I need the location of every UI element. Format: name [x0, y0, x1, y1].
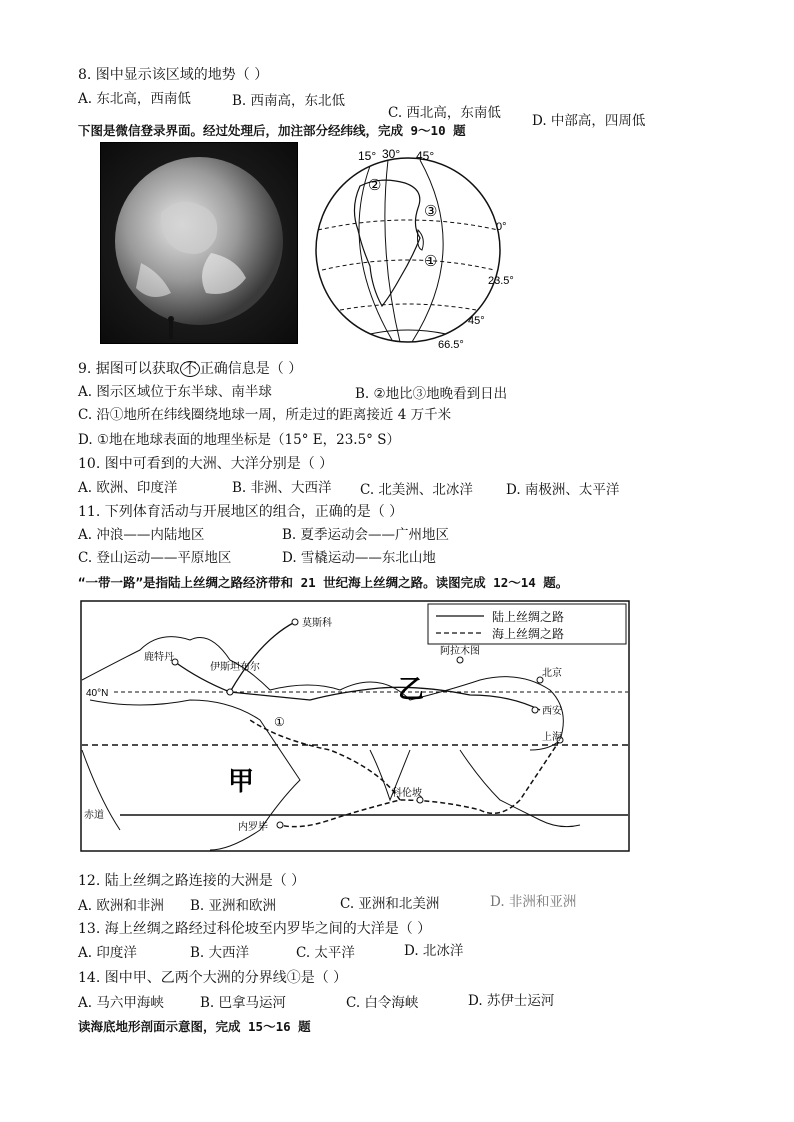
globe-label-lon45: 45°	[416, 149, 435, 163]
q14-option-c: C. 白令海峡	[346, 995, 419, 1011]
silk-road-map	[80, 600, 630, 852]
q8-stem: 8. 图中显示该区域的地势（ ）	[78, 67, 269, 83]
city-istanbul: 伊斯坦布尔	[210, 662, 260, 673]
city-rotterdam: 鹿特丹	[144, 652, 174, 663]
q11-option-c: C. 登山运动——平原地区	[78, 550, 232, 566]
q13-stem: 13. 海上丝绸之路经过科伦坡至内罗毕之间的大洋是（ ）	[78, 921, 432, 937]
q9-option-b: B. ②地比③地晚看到日出	[355, 386, 508, 402]
q10-option-d: D. 南极洲、太平洋	[506, 482, 620, 498]
legend-sea-route: 海上丝绸之路	[492, 627, 565, 641]
earth-photo-graphic	[101, 143, 297, 343]
q12-option-a: A. 欧洲和非洲	[78, 898, 164, 914]
q9-stem	[78, 360, 302, 378]
q12-option-d: D. 非洲和亚洲	[490, 894, 577, 910]
intro-9-10: 下图是微信登录界面。经过处理后，加注部分经纬线，完成 9～10 题	[78, 123, 466, 138]
q9-stem-prefix: 9. 据图可以获取	[78, 361, 180, 377]
map-equator-label: 赤道	[84, 810, 104, 821]
q12-option-b: B. 亚洲和欧洲	[190, 898, 277, 914]
legend-land-route: 陆上丝绸之路	[492, 610, 565, 624]
q12-stem: 12. 陆上丝绸之路连接的大洲是（ ）	[78, 873, 306, 889]
city-almaty: 阿拉木图	[440, 646, 480, 657]
q9-option-a: A. 图示区域位于东半球、南半球	[78, 384, 272, 400]
continent-yi: 乙	[398, 675, 425, 705]
q10-option-c: C. 北美洲、北冰洋	[360, 482, 473, 498]
q8-option-d: D. 中部高，四周低	[532, 113, 646, 129]
map-lat-40: 40°N	[86, 688, 109, 699]
q11-option-b: B. 夏季运动会——广州地区	[282, 527, 450, 543]
q11-stem: 11. 下列体育活动与开展地区的组合，正确的是（ ）	[78, 504, 404, 520]
q14-option-d: D. 苏伊士运河	[468, 993, 555, 1009]
q14-option-b: B. 巴拿马运河	[200, 995, 287, 1011]
city-moscow: 莫斯科	[302, 618, 332, 629]
globe-label-lat0: 0°	[496, 221, 507, 233]
wechat-earth-photo	[100, 142, 298, 344]
q10-option-b: B. 非洲、大西洋	[232, 480, 332, 496]
globe-point-1: ①	[424, 252, 438, 270]
city-colombo: 科伦坡	[392, 788, 422, 799]
map-boundary-1: ①	[274, 715, 285, 729]
q9-option-c: C. 沿①地所在纬线圈绕地球一周，所走过的距离接近 4 万千米	[78, 407, 452, 423]
q13-option-a: A. 印度洋	[78, 945, 137, 961]
intro-12-14: “一带一路”是指陆上丝绸之路经济带和 21 世纪海上丝绸之路。读图完成 12～14 题。	[78, 575, 569, 590]
q10-option-a: A. 欧洲、印度洋	[78, 480, 178, 496]
globe-diagram	[300, 138, 515, 363]
continent-jia: 甲	[228, 767, 255, 797]
q9-stem-circled: 不	[180, 361, 200, 377]
intro-15-16: 读海底地形剖面示意图，完成 15～16 题	[78, 1019, 311, 1034]
q13-option-c: C. 太平洋	[296, 945, 355, 961]
globe-label-lat66: 66.5°	[438, 339, 464, 351]
q9-option-d: D. ①地在地球表面的地理坐标是（15° E，23.5° S）	[78, 432, 400, 448]
q14-stem: 14. 图中甲、乙两个大洲的分界线①是（ ）	[78, 970, 348, 986]
q13-option-d: D. 北冰洋	[404, 943, 464, 959]
city-xian: 西安	[542, 706, 562, 717]
city-beijing: 北京	[542, 668, 562, 679]
globe-label-lon30: 30°	[382, 147, 401, 161]
q11-option-d: D. 雪橇运动——东北山地	[282, 550, 436, 566]
q8-option-a: A. 东北高，西南低	[78, 91, 191, 107]
globe-label-lon15: 15°	[358, 149, 377, 163]
q8-option-c: C. 西北高，东南低	[388, 105, 501, 121]
q9-stem-suffix: 正确信息是（ ）	[199, 361, 303, 377]
globe-label-lat23: 23.5°	[488, 275, 514, 287]
city-nairobi: 内罗毕	[238, 822, 268, 833]
q14-option-a: A. 马六甲海峡	[78, 995, 164, 1011]
q8-option-b: B. 西南高，东北低	[232, 93, 346, 109]
q12-option-c: C. 亚洲和北美洲	[340, 896, 440, 912]
globe-label-lat45: 45°	[468, 315, 485, 327]
q10-stem: 10. 图中可看到的大洲、大洋分别是（ ）	[78, 456, 334, 472]
q11-option-a: A. 冲浪——内陆地区	[78, 527, 205, 543]
q13-option-b: B. 大西洋	[190, 945, 250, 961]
globe-point-2: ②	[368, 176, 382, 194]
city-shanghai: 上海	[542, 732, 562, 743]
globe-point-3: ③	[424, 202, 438, 220]
